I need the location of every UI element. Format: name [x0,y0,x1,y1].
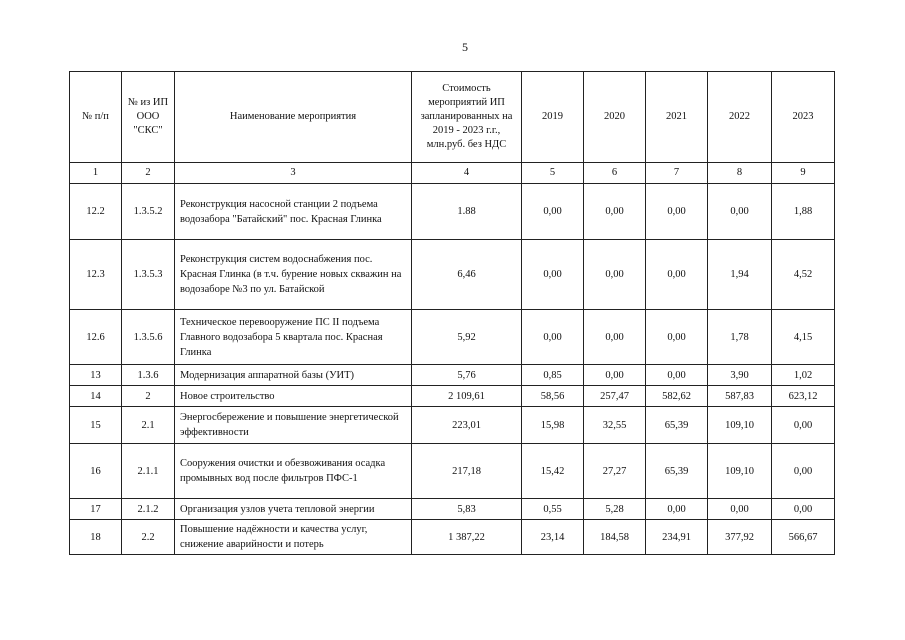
value-2021: 0,00 [646,184,708,240]
value-2019: 15,98 [522,407,584,444]
ip-number: 1.3.6 [122,365,175,386]
header-cell: 2023 [772,72,835,163]
measure-name: Модернизация аппаратной базы (УИТ) [175,365,412,386]
total-cost: 5,83 [412,499,522,520]
investment-plan-table [69,71,835,555]
total-cost: 2 109,61 [412,386,522,407]
row-number: 12.2 [70,184,122,240]
index-cell: 1 [70,163,122,184]
ip-number: 2 [122,386,175,407]
total-cost: 5,76 [412,365,522,386]
value-2023: 0,00 [772,444,835,499]
index-cell: 9 [772,163,835,184]
measure-name: Реконструкция насосной станции 2 подъема водозабора "Батайский" пос. Красная Глинка [175,184,412,240]
measure-name: Новое строительство [175,386,412,407]
value-2019: 23,14 [522,520,584,555]
total-cost: 217,18 [412,444,522,499]
value-2022: 109,10 [708,407,772,444]
row-number: 16 [70,444,122,499]
ip-number: 1.3.5.6 [122,310,175,365]
value-2023: 0,00 [772,499,835,520]
value-2020: 184,58 [584,520,646,555]
value-2021: 0,00 [646,365,708,386]
value-2023: 1,88 [772,184,835,240]
value-2022: 1,78 [708,310,772,365]
value-2020: 0,00 [584,365,646,386]
value-2023: 4,15 [772,310,835,365]
value-2021: 0,00 [646,240,708,310]
header-cell: Стоимость мероприятий ИП запланированных на 2019 - 2023 г.г., млн.руб. без НДС [412,72,522,163]
table-row [70,386,835,407]
value-2022: 0,00 [708,184,772,240]
value-2019: 0,00 [522,240,584,310]
measure-name: Организация узлов учета тепловой энергии [175,499,412,520]
measure-name: Повышение надёжности и качества услуг, снижение аварийности и потерь [175,520,412,555]
index-cell: 3 [175,163,412,184]
ip-number: 1.3.5.3 [122,240,175,310]
value-2021: 234,91 [646,520,708,555]
header-cell: 2022 [708,72,772,163]
index-cell: 5 [522,163,584,184]
total-cost: 223,01 [412,407,522,444]
value-2021: 0,00 [646,310,708,365]
row-number: 17 [70,499,122,520]
value-2020: 27,27 [584,444,646,499]
value-2023: 1,02 [772,365,835,386]
row-number: 12.6 [70,310,122,365]
value-2021: 582,62 [646,386,708,407]
value-2020: 5,28 [584,499,646,520]
value-2022: 3,90 [708,365,772,386]
table-row [70,310,835,365]
index-cell: 8 [708,163,772,184]
ip-number: 2.2 [122,520,175,555]
value-2020: 0,00 [584,240,646,310]
table-row [70,240,835,310]
table-row [70,184,835,240]
measure-name: Энергосбережение и повышение энергетической эффективности [175,407,412,444]
value-2021: 65,39 [646,444,708,499]
value-2022: 377,92 [708,520,772,555]
ip-number: 1.3.5.2 [122,184,175,240]
value-2023: 4,52 [772,240,835,310]
header-cell: Наименование мероприятия [175,72,412,163]
ip-number: 2.1 [122,407,175,444]
table-row [70,365,835,386]
table-row [70,520,835,555]
value-2020: 257,47 [584,386,646,407]
value-2021: 0,00 [646,499,708,520]
table-row [70,444,835,499]
value-2022: 1,94 [708,240,772,310]
header-cell: 2019 [522,72,584,163]
value-2019: 0,55 [522,499,584,520]
total-cost: 1 387,22 [412,520,522,555]
value-2019: 58,56 [522,386,584,407]
row-number: 15 [70,407,122,444]
value-2020: 32,55 [584,407,646,444]
total-cost: 5,92 [412,310,522,365]
value-2019: 0,00 [522,184,584,240]
value-2022: 587,83 [708,386,772,407]
header-cell: 2020 [584,72,646,163]
measure-name: Техническое перевооружение ПС II подъема Главного водозабора 5 квартала пос. Красная Глинка [175,310,412,365]
value-2019: 15,42 [522,444,584,499]
index-cell: 2 [122,163,175,184]
value-2020: 0,00 [584,310,646,365]
index-cell: 6 [584,163,646,184]
measure-name: Сооружения очистки и обезвоживания осадка промывных вод после фильтров ПФС-1 [175,444,412,499]
table-row [70,407,835,444]
value-2020: 0,00 [584,184,646,240]
total-cost: 1.88 [412,184,522,240]
ip-number: 2.1.1 [122,444,175,499]
value-2019: 0,85 [522,365,584,386]
measure-name: Реконструкция систем водоснабжения пос. Красная Глинка (в т.ч. бурение новых скважин на водозаборе №3 по ул. Батайской [175,240,412,310]
value-2021: 65,39 [646,407,708,444]
value-2019: 0,00 [522,310,584,365]
value-2023: 0,00 [772,407,835,444]
value-2022: 0,00 [708,499,772,520]
row-number: 18 [70,520,122,555]
table-row [70,499,835,520]
header-cell: 2021 [646,72,708,163]
header-row [70,72,835,163]
value-2023: 623,12 [772,386,835,407]
page-number: 5 [462,40,468,54]
index-cell: 7 [646,163,708,184]
ip-number: 2.1.2 [122,499,175,520]
header-cell: № из ИП ООО "СКС" [122,72,175,163]
row-number: 14 [70,386,122,407]
header-cell: № п/п [70,72,122,163]
value-2022: 109,10 [708,444,772,499]
row-number: 12.3 [70,240,122,310]
total-cost: 6,46 [412,240,522,310]
row-number: 13 [70,365,122,386]
value-2023: 566,67 [772,520,835,555]
index-cell: 4 [412,163,522,184]
column-index-row [70,163,835,184]
